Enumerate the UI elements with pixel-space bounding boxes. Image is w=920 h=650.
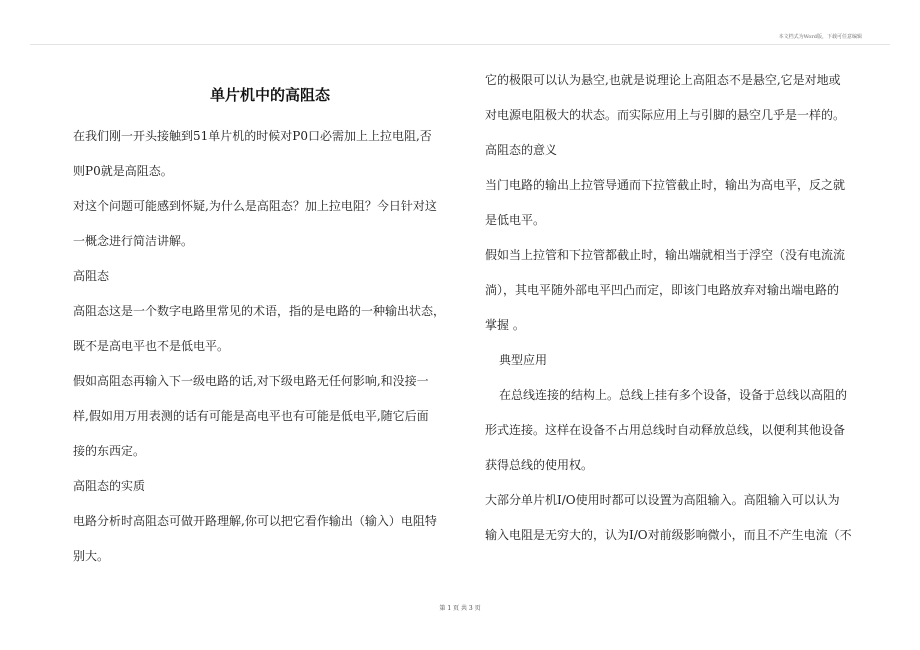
header-divider	[30, 44, 890, 45]
text-line: 假如当上拉管和下拉管都截止时，输出端就相当于浮空（没有电流流	[485, 248, 846, 262]
page-number: 第 1 页 共 3 页	[439, 605, 481, 612]
section-heading: 高阻态	[73, 269, 110, 283]
text-line: 掌握 。	[485, 318, 525, 332]
text-line: 既不是高电平也不是低电平。	[73, 339, 230, 353]
text-line: 它的极限可以认为悬空,也就是说理论上高阻态不是悬空,它是对地或	[485, 73, 841, 87]
section-heading: 高阻态的实质	[73, 479, 146, 493]
text-line: 在总线连接的结构上。总线上挂有多个设备，设备于总线以高阻的	[499, 388, 848, 402]
text-line: 对这个问题可能感到怀疑,为什么是高阻态？加上拉电阻？今日针对这	[73, 199, 437, 213]
text-line: 大部分单片机I/O使用时都可以设置为高阻输入。高阻输入可以认为	[485, 493, 840, 507]
text-line: 是低电平。	[485, 213, 546, 227]
section-heading: 高阻态的意义	[485, 143, 558, 157]
text-line: 假如高阻态再输入下一级电路的话,对下级电路无任何影响,和没接一	[73, 374, 429, 388]
text-line: 输入电阻是无穷大的，认为I/O对前级影响微小，而且不产生电流（不	[485, 528, 852, 542]
text-line: 形式连接。这样在设备不占用总线时自动释放总线，以便利其他设备	[485, 423, 846, 437]
document-title: 单片机中的高阻态	[209, 86, 330, 104]
text-line: 电路分析时高阻态可做开路理解,你可以把它看作输出（输入）电阻特	[73, 514, 437, 528]
text-line: 一概念进行简洁讲解。	[73, 234, 194, 248]
text-line: 对电源电阻极大的状态。而实际应用上与引脚的悬空几乎是一样的。	[485, 108, 846, 122]
section-heading: 典型应用	[499, 353, 548, 367]
text-line: 则P0就是高阻态。	[73, 164, 173, 178]
text-line: 别大。	[73, 549, 110, 563]
header-note: 本文档式为Word版，下载可任意编辑	[778, 34, 862, 40]
text-line: 获得总线的使用权。	[485, 458, 594, 472]
text-line: 接的东西定。	[73, 444, 146, 458]
right-column	[485, 63, 875, 553]
text-line: 淌），其电平随外部电平凹凸而定，即该门电路放弃对输出端电路的	[485, 283, 840, 297]
text-line: 在我们刚一开头接触到51单片机的时候对P0口必需加上上拉电阻,否	[73, 129, 432, 143]
text-line: 高阻态这是一个数字电路里常见的术语，指的是电路的一种输出状态，	[73, 304, 446, 318]
left-column	[73, 119, 465, 574]
text-line: 当门电路的输出上拉管导通而下拉管截止时，输出为高电平，反之就	[485, 178, 846, 192]
text-line: 样,假如用万用表测的话有可能是高电平也有可能是低电平,随它后面	[73, 409, 429, 423]
